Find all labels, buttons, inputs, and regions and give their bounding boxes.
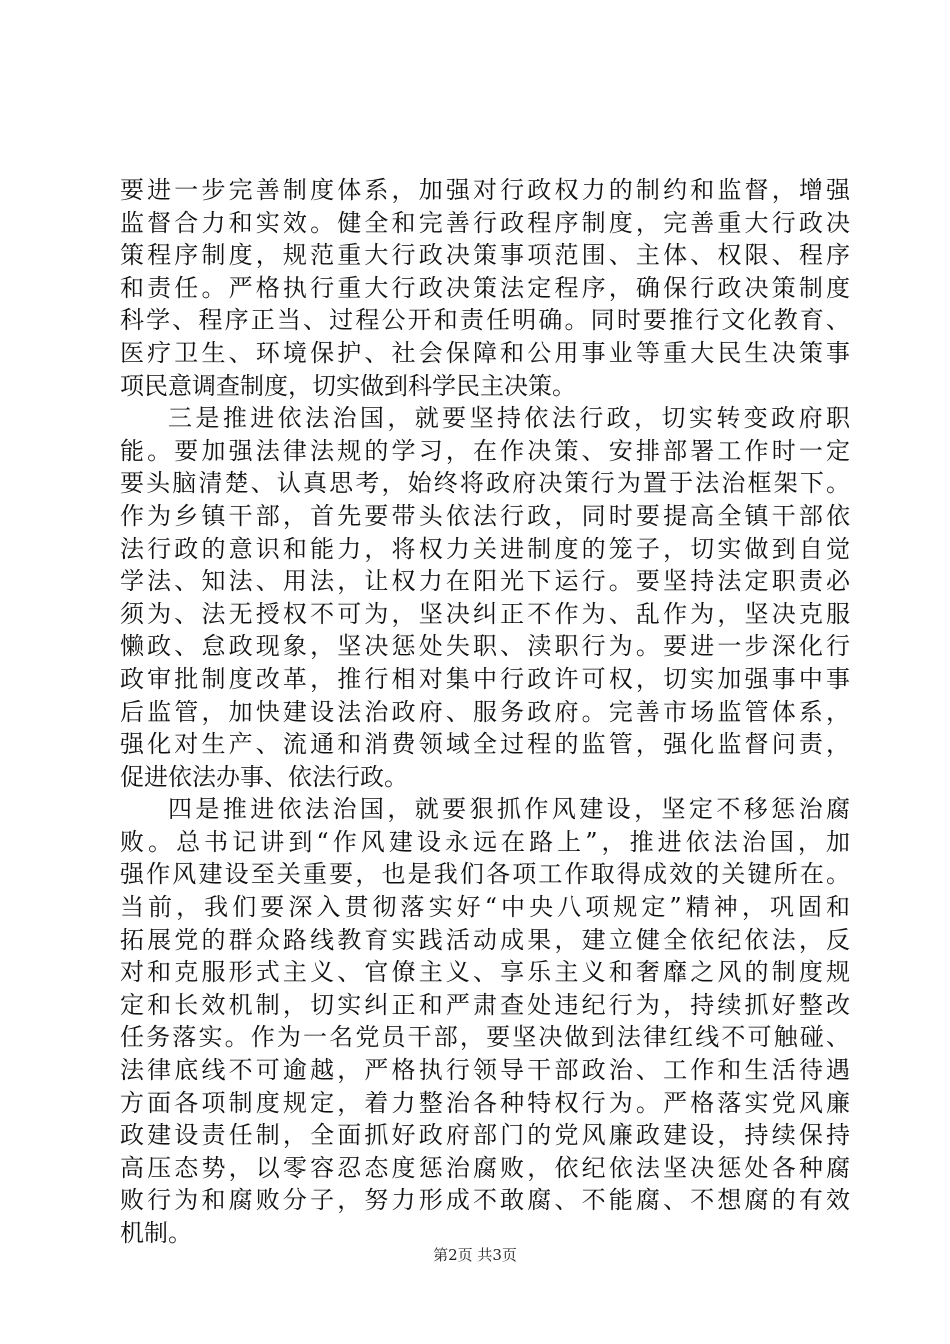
text-line: 作为乡镇干部，首先要带头依法行政，同时要提高全镇干部依 (120, 501, 850, 530)
text-line: 法律底线不可逾越，严格执行领导干部政治、工作和生活待遇 (120, 1056, 850, 1085)
text-line: 四是推进依法治国，就要狠抓作风建设，坚定不移惩治腐 (168, 795, 850, 824)
text-line: 项民意调查制度，切实做到科学民主决策。 (120, 371, 576, 400)
text-line: 当前，我们要深入贯彻落实好“中央八项规定”精神，巩固和 (120, 893, 850, 922)
text-line: 败行为和腐败分子，努力形成不敢腐、不能腐、不想腐的有效 (120, 1186, 850, 1215)
text-line: 拓展党的群众路线教育实践活动成果，建立健全依纪依法，反 (120, 925, 850, 954)
text-line: 定和长效机制，切实纠正和严肃查处违纪行为，持续抓好整改 (120, 990, 850, 1019)
text-line: 懒政、怠政现象，坚决惩处失职、渎职行为。要进一步深化行 (120, 632, 850, 661)
text-line: 任务落实。作为一名党员干部，要坚决做到法律红线不可触碰、 (120, 1023, 850, 1052)
text-line: 高压态势，以零容忍态度惩治腐败，依纪依法坚决惩处各种腐 (120, 1153, 850, 1182)
paragraph-2 (120, 402, 850, 793)
paragraph-3 (120, 793, 850, 1249)
text-line: 和责任。严格执行重大行政决策法定程序，确保行政决策制度 (120, 273, 850, 302)
text-line: 能。要加强法律法规的学习，在作决策、安排部署工作时一定 (120, 436, 850, 465)
text-line: 政审批制度改革，推行相对集中行政许可权，切实加强事中事 (120, 664, 850, 693)
text-line: 法行政的意识和能力，将权力关进制度的笼子，切实做到自觉 (120, 534, 850, 563)
text-line: 三是推进依法治国，就要坚持依法行政，切实转变政府职 (168, 404, 850, 433)
text-line: 科学、程序正当、过程公开和责任明确。同时要推行文化教育、 (120, 306, 850, 335)
text-line: 强化对生产、流通和消费领域全过程的监管，强化监督问责， (120, 730, 850, 759)
text-line: 对和克服形式主义、官僚主义、享乐主义和奢靡之风的制度规 (120, 958, 850, 987)
text-line: 促进依法办事、依法行政。 (120, 762, 408, 791)
page-number-footer: 第2页 共3页 (433, 1246, 517, 1264)
text-line: 强作风建设至关重要，也是我们各项工作取得成效的关键所在。 (120, 860, 850, 889)
text-line: 机制。 (120, 1219, 192, 1247)
text-line: 败。总书记讲到“作风建设永远在路上”，推进依法治国，加 (120, 827, 850, 856)
text-line: 监督合力和实效。健全和完善行政程序制度，完善重大行政决 (120, 208, 850, 237)
text-line: 要头脑清楚、认真思考，始终将政府决策行为置于法治框架下。 (120, 469, 850, 498)
text-line: 医疗卫生、环境保护、社会保障和公用事业等重大民生决策事 (120, 338, 850, 367)
text-line: 后监管，加快建设法治政府、服务政府。完善市场监管体系， (120, 697, 850, 726)
text-line: 要进一步完善制度体系，加强对行政权力的制约和监督，增强 (120, 176, 850, 204)
text-line: 策程序制度，规范重大行政决策事项范围、主体、权限、程序 (120, 241, 850, 270)
body-text (120, 174, 850, 1250)
text-line: 学法、知法、用法，让权力在阳光下运行。要坚持法定职责必 (120, 567, 850, 596)
text-line: 政建设责任制，全面抓好政府部门的党风廉政建设，持续保持 (120, 1121, 850, 1150)
text-line: 须为、法无授权不可为，坚决纠正不作为、乱作为，坚决克服 (120, 599, 850, 628)
text-line: 方面各项制度规定，着力整治各种特权行为。严格落实党风廉 (120, 1088, 850, 1117)
paragraph-1 (120, 174, 850, 402)
